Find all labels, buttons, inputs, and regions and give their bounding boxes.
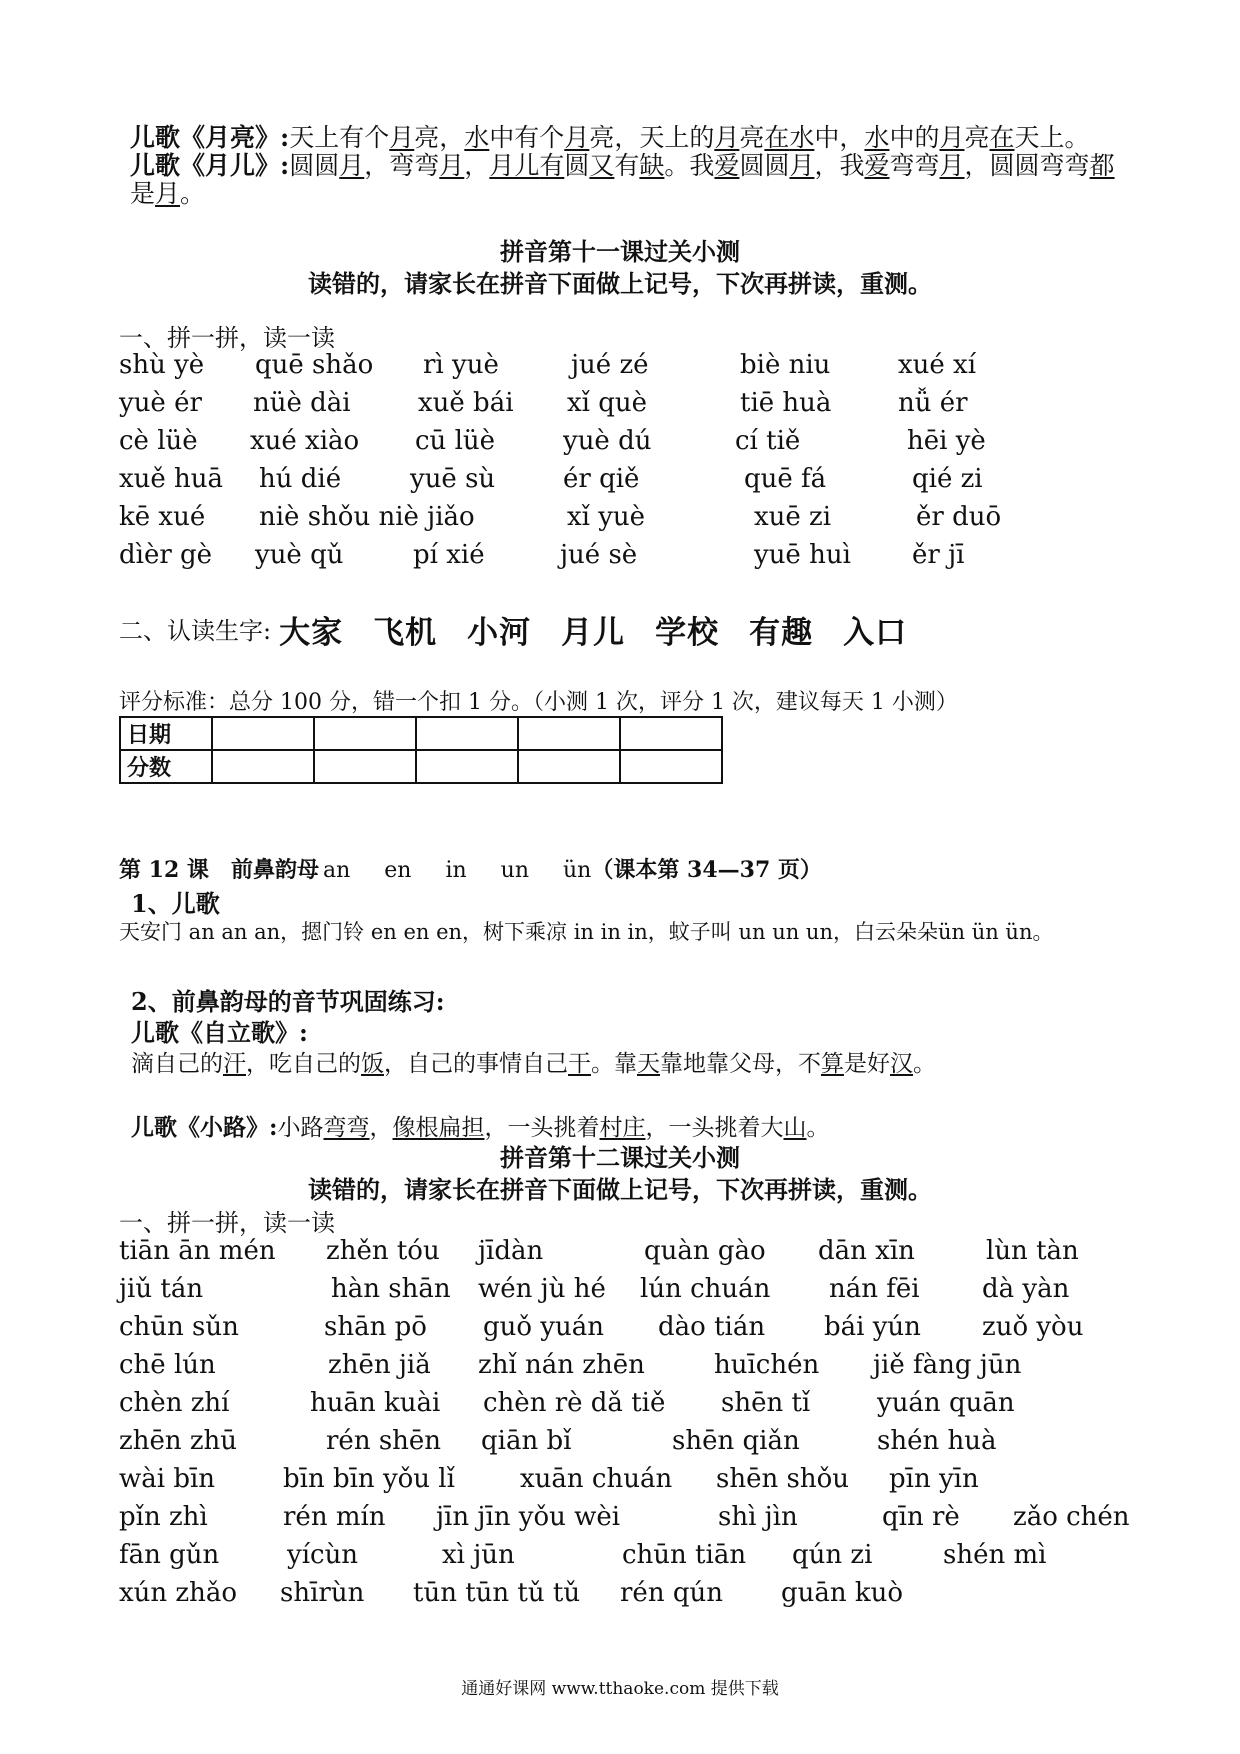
text-segment: 中有个 xyxy=(489,123,565,152)
pinyin-item: rén mín xyxy=(283,1502,386,1532)
lesson12-rhyme: 天安门 an an an，摁门铃 en en en，树下乘凉 in in in，蚊子叫 un un un，白云朵朵ün ün ün。 xyxy=(119,920,1054,944)
pinyin-item: qún zi xyxy=(792,1540,873,1570)
underlined-text: 月 xyxy=(939,151,965,180)
score-cell[interactable] xyxy=(620,750,722,783)
score-cell[interactable] xyxy=(212,717,314,750)
text-segment: 有 xyxy=(614,151,640,180)
final-en: en xyxy=(384,858,412,883)
char-word: 小河 xyxy=(467,615,532,651)
text-segment: 小路 xyxy=(277,1115,324,1141)
text-segment: 天上有个 xyxy=(289,123,390,152)
text-segment: 。 xyxy=(913,1051,936,1077)
song-yueer-label: 儿歌《月儿》: xyxy=(130,151,290,180)
pinyin-item: xuě huā xyxy=(119,464,224,494)
pinyin-item: lùn tàn xyxy=(986,1236,1079,1266)
text-segment: 亮，天上的 xyxy=(589,123,715,152)
song-yueer-text-line2 xyxy=(130,179,205,208)
underlined-text: 爱 xyxy=(714,151,740,180)
pinyin-item: dān xīn xyxy=(818,1236,915,1266)
pinyin-item: hú dié xyxy=(259,464,342,494)
pinyin-item: chèn zhí xyxy=(119,1388,230,1418)
char-word: 入口 xyxy=(843,615,908,651)
test11-title: 拼音第十一课过关小测 xyxy=(500,237,740,266)
underlined-text: 在 xyxy=(989,123,1015,152)
pinyin-item: jīdàn xyxy=(478,1236,544,1266)
pinyin-item: rì yuè xyxy=(423,350,499,380)
underlined-text: 汉 xyxy=(890,1051,913,1077)
pinyin-item: jiǔ tán xyxy=(119,1274,204,1304)
pinyin-item: fān gǔn xyxy=(119,1540,220,1570)
text-segment: ，一头挑着 xyxy=(484,1115,600,1141)
underlined-text: 都 xyxy=(1089,151,1115,180)
pinyin-item: pǐn zhì xyxy=(119,1502,208,1532)
pinyin-item: xué xí xyxy=(898,350,977,380)
char-word: 飞机 xyxy=(373,615,438,651)
pinyin-item: shēn shǒu xyxy=(716,1464,849,1494)
score-cell[interactable] xyxy=(416,750,518,783)
score-rule: 评分标准：总分 100 分，错一个扣 1 分。（小测 1 次，评分 1 次，建议每天 1 小测） xyxy=(119,690,958,715)
pinyin-item: tiān ān mén xyxy=(119,1236,276,1266)
text-segment: 中的 xyxy=(889,123,940,152)
pinyin-item: cí tiě xyxy=(735,426,801,456)
underlined-text: 缺 xyxy=(639,151,665,180)
pinyin-item: chūn sǔn xyxy=(119,1312,239,1342)
final-in: in xyxy=(445,858,467,883)
pinyin-item: jiě fàng jūn xyxy=(873,1350,1022,1380)
text-segment: 是好 xyxy=(844,1051,890,1077)
pinyin-item: pí xié xyxy=(413,540,485,570)
score-cell[interactable] xyxy=(518,717,620,750)
underlined-text: 水 xyxy=(789,123,815,152)
text-segment: ，一头挑着大 xyxy=(645,1115,784,1141)
test11-part2-label: 二、认读生字: xyxy=(119,617,272,645)
table-header-score: 分数 xyxy=(120,750,212,783)
test12-part1-heading: 一、拼一拼，读一读 xyxy=(119,1209,335,1237)
underlined-text: 月儿 xyxy=(489,151,540,180)
test11-subtitle: 读错的，请家长在拼音下面做上记号，下次再拼读，重测。 xyxy=(308,269,932,298)
pinyin-item: chèn rè dǎ tiě xyxy=(483,1388,666,1418)
score-cell[interactable] xyxy=(518,750,620,783)
page-footer: 通通好课网 www.tthaoke.com 提供下载 xyxy=(461,1679,779,1699)
text-segment: ， xyxy=(369,1115,393,1141)
pinyin-item: shēn tǐ xyxy=(721,1388,811,1418)
pinyin-item: kē xué xyxy=(119,502,206,532)
pinyin-item: cū lüè xyxy=(415,426,496,456)
pinyin-item: shù yè xyxy=(119,350,205,380)
lesson12-topic: 前鼻韵母 xyxy=(230,857,319,883)
test12-title: 拼音第十二课过关小测 xyxy=(500,1143,740,1172)
score-cell[interactable] xyxy=(212,750,314,783)
pinyin-item: xué xiào xyxy=(250,426,360,456)
pinyin-item: zǎo chén xyxy=(1013,1502,1130,1532)
pinyin-item: yuē sù xyxy=(410,464,496,494)
test11-part1-heading: 一、拼一拼，读一读 xyxy=(119,324,335,352)
pinyin-item: jué sè xyxy=(560,540,638,570)
underlined-text: 又 xyxy=(589,151,615,180)
text-segment: 中， xyxy=(814,123,865,152)
underlined-text: 月 xyxy=(155,179,181,208)
text-segment: 天上。 xyxy=(1014,123,1090,152)
pinyin-item: qīn rè xyxy=(882,1502,960,1532)
pinyin-item: qiān bǐ xyxy=(481,1426,572,1456)
underlined-text: 爱 xyxy=(864,151,890,180)
pinyin-item: xì jūn xyxy=(442,1540,515,1570)
pinyin-item: yuē huì xyxy=(754,540,851,570)
pinyin-item: hēi yè xyxy=(907,426,986,456)
underlined-text: 月 xyxy=(939,123,965,152)
pinyin-item: yuè dú xyxy=(563,426,652,456)
pinyin-item: shēn qiǎn xyxy=(672,1426,800,1456)
pinyin-item: yuán quān xyxy=(877,1388,1015,1418)
pinyin-item: jué zé xyxy=(571,350,649,380)
pinyin-item: xǐ yuè xyxy=(567,502,646,532)
song-yueer-line2 xyxy=(130,174,205,210)
pinyin-item: ěr duō xyxy=(916,502,1002,532)
pinyin-item: yícùn xyxy=(287,1540,359,1570)
score-table xyxy=(119,716,723,784)
underlined-text: 有 xyxy=(539,151,565,180)
text-segment: 滴自己的 xyxy=(131,1051,223,1077)
table-row xyxy=(120,750,722,783)
test11-part2 xyxy=(119,607,907,652)
lesson12-sec1: 1、儿歌 xyxy=(131,889,220,918)
ziligel-text xyxy=(131,1045,936,1078)
text-segment: ，自己的事情自己 xyxy=(384,1051,568,1077)
pinyin-item: rén shēn xyxy=(326,1426,442,1456)
table-row xyxy=(120,717,722,750)
pinyin-item: hàn shān xyxy=(331,1274,451,1304)
underlined-text: 月 xyxy=(564,123,590,152)
test12-subtitle: 读错的，请家长在拼音下面做上记号，下次再拼读，重测。 xyxy=(308,1175,932,1204)
underlined-text: 弯弯 xyxy=(323,1115,370,1141)
text-segment: ，弯弯 xyxy=(364,151,440,180)
pinyin-item: dà yàn xyxy=(982,1274,1070,1304)
final-an: an xyxy=(322,858,351,883)
pinyin-item: shīrùn xyxy=(280,1578,365,1608)
pinyin-item: guǒ yuán xyxy=(483,1312,604,1342)
pinyin-item: quàn gào xyxy=(644,1236,766,1266)
pinyin-item: shì jìn xyxy=(718,1502,798,1532)
pinyin-item: nǚ ér xyxy=(898,388,968,418)
pinyin-item: zhēn zhū xyxy=(119,1426,238,1456)
underlined-text: 山 xyxy=(783,1115,807,1141)
underlined-text: 汗 xyxy=(223,1051,246,1077)
text-segment: ， xyxy=(464,151,490,180)
pinyin-item: chūn tiān xyxy=(622,1540,747,1570)
underlined-text: 水 xyxy=(864,123,890,152)
text-segment: 亮， xyxy=(414,123,465,152)
pinyin-item: ér qiě xyxy=(563,464,640,494)
pinyin-item: biè niu xyxy=(740,350,831,380)
text-segment: 。我 xyxy=(664,151,715,180)
pinyin-item: niè shǒu niè jiǎo xyxy=(259,502,475,532)
pinyin-item: chē lún xyxy=(119,1350,216,1380)
score-cell[interactable] xyxy=(620,717,722,750)
char-word: 学校 xyxy=(655,615,720,651)
lesson12-pages: （课本第 34—37 页） xyxy=(591,857,822,883)
char-word: 大家 xyxy=(279,615,344,651)
score-cell[interactable] xyxy=(314,750,416,783)
pinyin-item: qié zi xyxy=(912,464,983,494)
lesson12-sec2: 2、前鼻韵母的音节巩固练习: xyxy=(131,987,445,1016)
text-segment: 亮 xyxy=(964,123,990,152)
underlined-text: 月 xyxy=(714,123,740,152)
pinyin-item: shén huà xyxy=(877,1426,997,1456)
pinyin-item: shén mì xyxy=(943,1540,1047,1570)
underlined-text: 村庄 xyxy=(599,1115,646,1141)
pinyin-item: guān kuò xyxy=(781,1578,904,1608)
pinyin-item: tūn tūn tǔ tǔ xyxy=(413,1578,581,1608)
score-cell[interactable] xyxy=(416,717,518,750)
pinyin-item: quē fá xyxy=(744,464,827,494)
text-segment: 。 xyxy=(806,1115,830,1141)
pinyin-item: nüè dài xyxy=(253,388,351,418)
pinyin-item: bái yún xyxy=(824,1312,921,1342)
pinyin-item: yuè qǔ xyxy=(255,540,344,570)
score-cell[interactable] xyxy=(314,717,416,750)
lesson12-heading xyxy=(119,853,822,884)
underlined-text: 算 xyxy=(821,1051,844,1077)
underlined-text: 像根扁担 xyxy=(392,1115,485,1141)
pinyin-item: ěr jī xyxy=(912,540,965,570)
pinyin-item: huān kuài xyxy=(310,1388,441,1418)
pinyin-item: huīchén xyxy=(714,1350,820,1380)
lesson12-number: 第 12 课 xyxy=(119,857,209,883)
pinyin-item: wén jù hé xyxy=(478,1274,606,1304)
underlined-text: 在 xyxy=(764,123,790,152)
pinyin-item: nán fēi xyxy=(829,1274,920,1304)
song-moon-label: 儿歌《月亮》: xyxy=(130,123,290,152)
text-segment: 靠地靠父母，不 xyxy=(660,1051,821,1077)
text-segment: 弯弯 xyxy=(889,151,940,180)
underlined-text: 水 xyxy=(464,123,490,152)
xiaolu-label: 儿歌《小路》: xyxy=(131,1114,278,1141)
pinyin-item: dào tián xyxy=(658,1312,766,1342)
pinyin-item: jīn jīn yǒu wèi xyxy=(436,1502,621,1532)
text-segment: 圆 xyxy=(564,151,590,180)
pinyin-item: zhǐ nán zhēn xyxy=(478,1350,645,1380)
text-segment: 亮 xyxy=(739,123,765,152)
final-v-n: ün xyxy=(563,858,592,883)
pinyin-item: zhēn jiǎ xyxy=(328,1350,431,1380)
pinyin-item: xuān chuán xyxy=(520,1464,673,1494)
underlined-text: 月 xyxy=(789,151,815,180)
underlined-text: 月 xyxy=(439,151,465,180)
char-word: 月儿 xyxy=(561,615,626,651)
pinyin-item: xuě bái xyxy=(418,388,514,418)
underlined-text: 干 xyxy=(568,1051,591,1077)
table-header-date: 日期 xyxy=(120,717,212,750)
underlined-text: 月 xyxy=(389,123,415,152)
underlined-text: 月 xyxy=(339,151,365,180)
song-yueer-text xyxy=(289,151,1114,180)
ziligel-label: 儿歌《自立歌》: xyxy=(131,1018,308,1047)
pinyin-item: shān pō xyxy=(324,1312,427,1342)
pinyin-item: cè lüè xyxy=(119,426,198,456)
final-un: un xyxy=(500,858,530,883)
song-yueer xyxy=(130,146,1115,182)
text-segment: ，我 xyxy=(814,151,865,180)
text-segment: ，圆圆弯弯 xyxy=(964,151,1090,180)
pinyin-item: bīn bīn yǒu lǐ xyxy=(283,1464,455,1494)
pinyin-item: lún chuán xyxy=(640,1274,771,1304)
pinyin-item: yuè ér xyxy=(119,388,202,418)
char-word: 有趣 xyxy=(749,615,814,651)
underlined-text: 饭 xyxy=(361,1051,384,1077)
pinyin-item: xǐ què xyxy=(567,388,648,418)
text-segment: ，吃自己的 xyxy=(246,1051,361,1077)
pinyin-item: xuē zi xyxy=(754,502,832,532)
pinyin-item: pīn yīn xyxy=(889,1464,979,1494)
pinyin-item: dìèr gè xyxy=(119,540,213,570)
text-segment: 圆圆 xyxy=(739,151,790,180)
pinyin-item: wài bīn xyxy=(119,1464,216,1494)
underlined-text: 天 xyxy=(637,1051,660,1077)
text-segment: 。靠 xyxy=(591,1051,637,1077)
text-segment: 圆圆 xyxy=(289,151,340,180)
pinyin-item: xún zhǎo xyxy=(119,1578,238,1608)
text-segment: 是 xyxy=(130,179,156,208)
pinyin-item: rén qún xyxy=(620,1578,723,1608)
pinyin-item: zhěn tóu xyxy=(326,1236,440,1266)
pinyin-item: zuǒ yòu xyxy=(982,1312,1084,1342)
text-segment: 。 xyxy=(180,179,206,208)
pinyin-item: tiē huà xyxy=(740,388,832,418)
pinyin-item: quē shǎo xyxy=(255,350,374,380)
